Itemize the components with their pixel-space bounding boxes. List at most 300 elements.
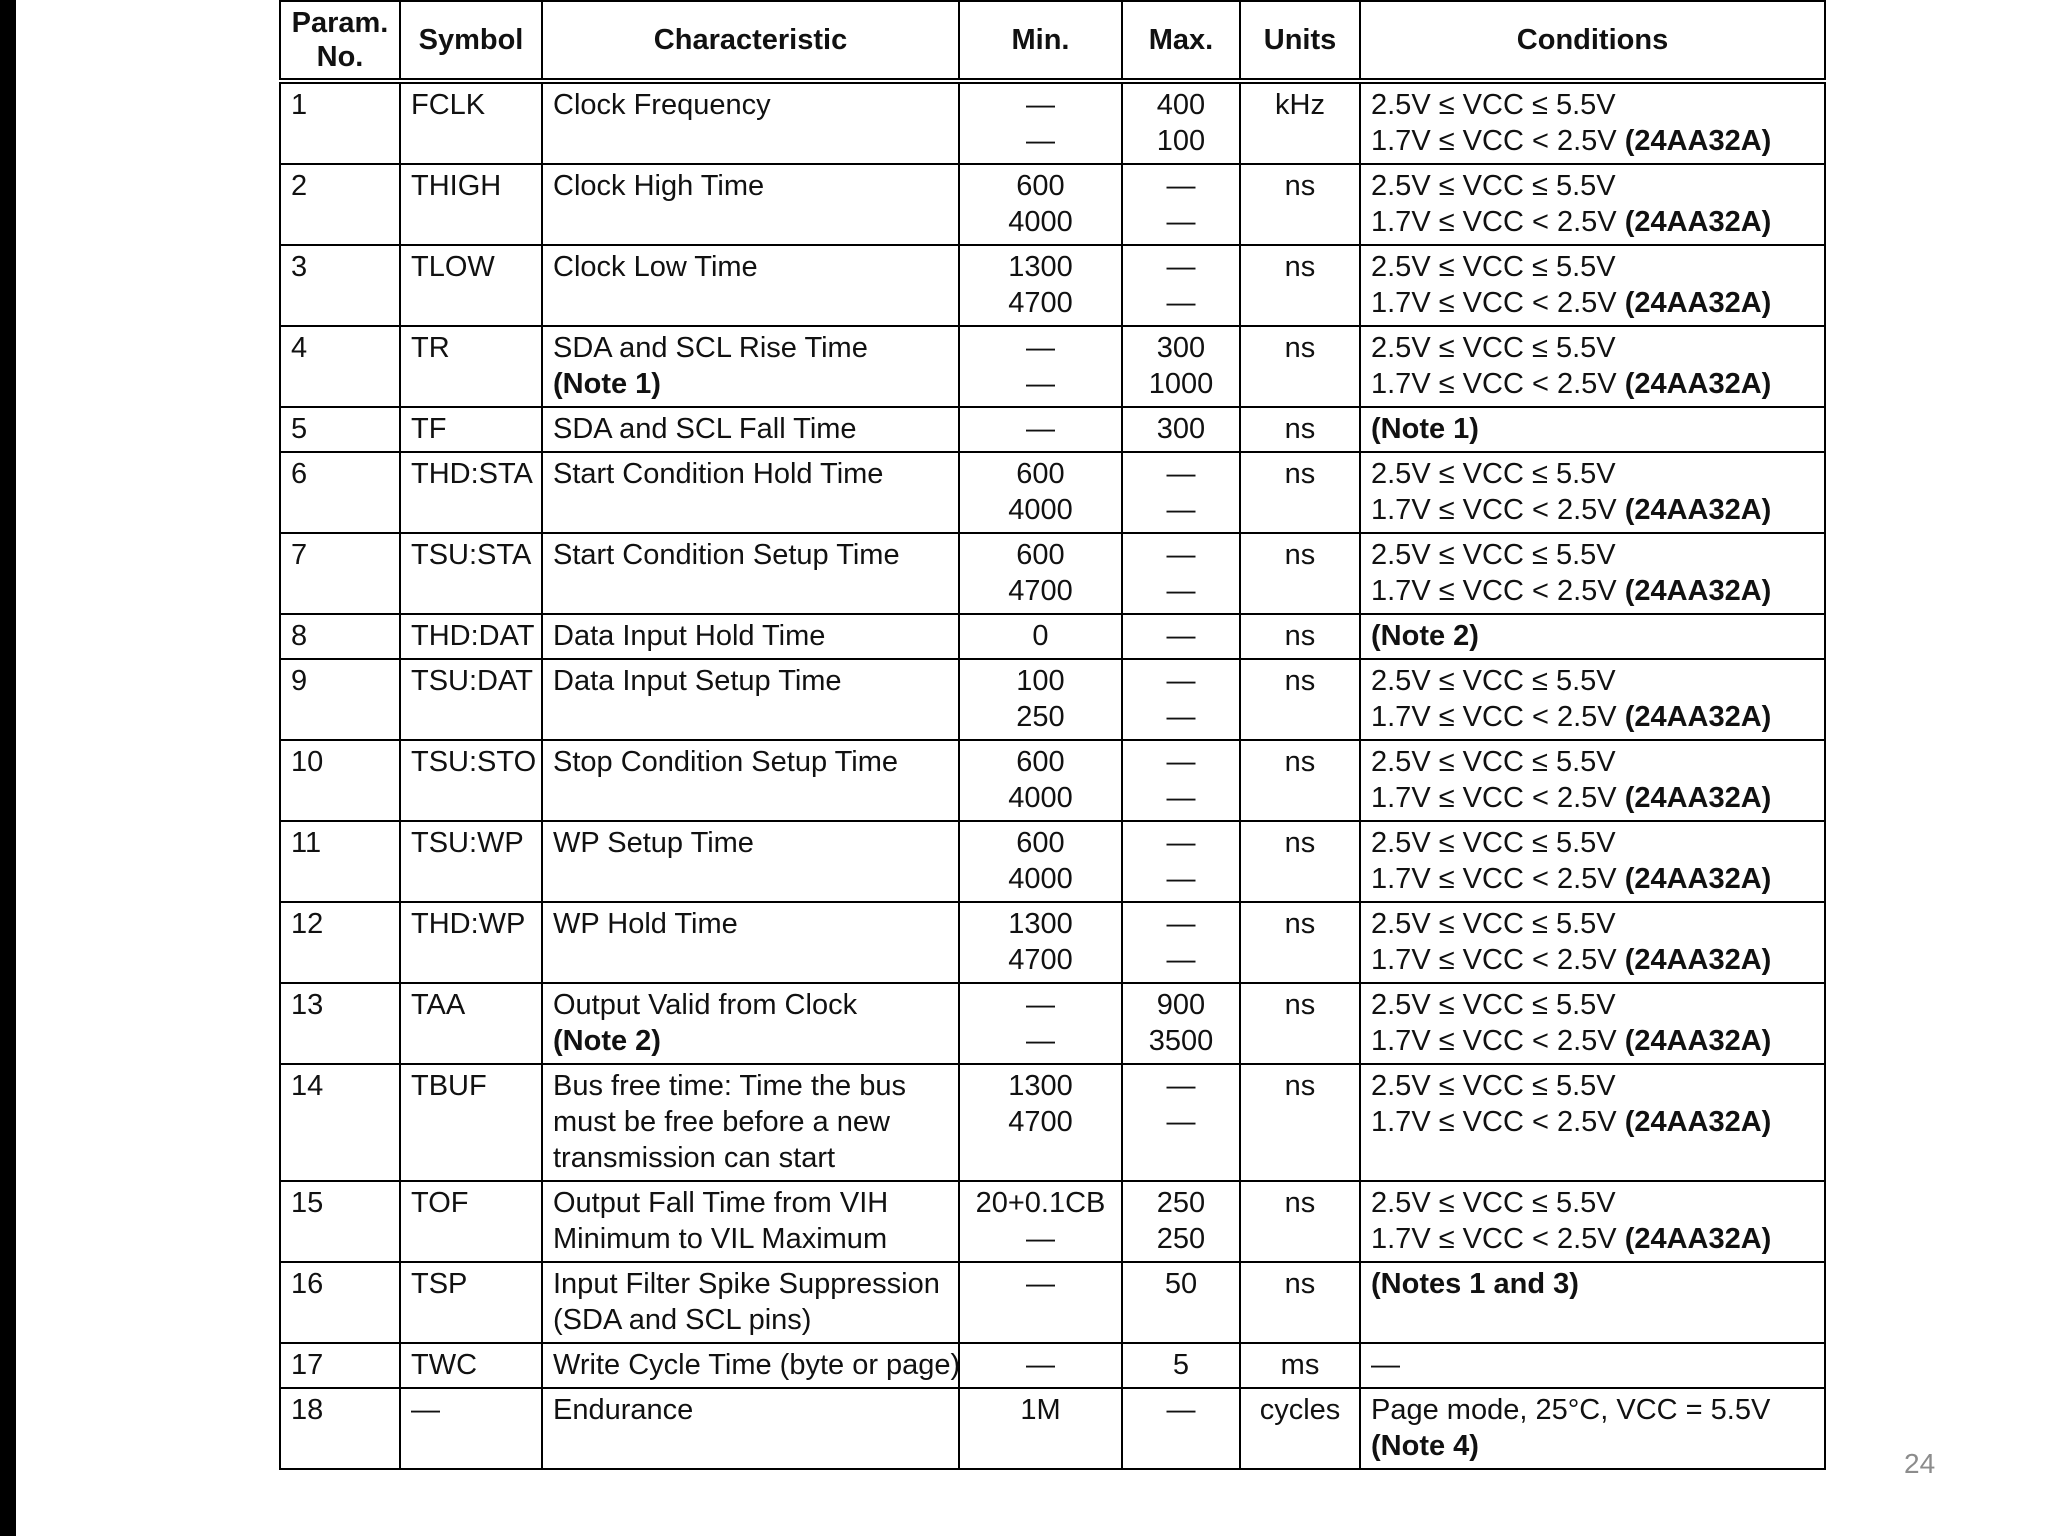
max-cell [1122, 81, 1240, 164]
conditions-cell [1360, 326, 1825, 407]
condition-line [1371, 1185, 1814, 1221]
conditions-cell [1360, 533, 1825, 614]
condition-line [1371, 1104, 1814, 1140]
condition-note: (24AA32A) [1624, 125, 1772, 157]
param-no-cell: 16 [280, 1262, 400, 1343]
characteristic-cell [542, 983, 959, 1064]
condition-note: (Note 1) [1371, 413, 1479, 445]
min-cell [959, 1262, 1122, 1343]
header-param-line-2: No. [316, 41, 364, 73]
table-body [280, 81, 1825, 1469]
min-cell [959, 164, 1122, 245]
header-max: Max. [1122, 1, 1240, 81]
condition-text: Page mode, 25°C, VCC = 5.5V [1371, 1394, 1771, 1426]
min-cell [959, 452, 1122, 533]
header-symbol: Symbol [400, 1, 542, 81]
characteristic-line: Data Input Setup Time [553, 665, 842, 697]
param-no-cell: 12 [280, 902, 400, 983]
param-no-cell: 8 [280, 614, 400, 659]
condition-text: 2.5V ≤ VCC ≤ 5.5V [1371, 89, 1616, 121]
header-units: Units [1240, 1, 1360, 81]
max-cell [1122, 821, 1240, 902]
conditions-cell [1360, 821, 1825, 902]
param-no-cell: 10 [280, 740, 400, 821]
condition-text: 2.5V ≤ VCC ≤ 5.5V [1371, 908, 1616, 940]
characteristic-line: Start Condition Hold Time [553, 458, 884, 490]
condition-line [1371, 411, 1814, 447]
max-cell [1122, 326, 1240, 407]
condition-line [1371, 987, 1814, 1023]
characteristic-cell [542, 1181, 959, 1262]
param-no-cell: 1 [280, 81, 400, 164]
max-value: — [1166, 746, 1196, 778]
characteristic-line: SDA and SCL Fall Time [553, 413, 857, 445]
condition-text: 2.5V ≤ VCC ≤ 5.5V [1371, 989, 1616, 1021]
symbol-cell: THD:DAT [400, 614, 542, 659]
min-value: — [1026, 89, 1055, 121]
max-cell [1122, 245, 1240, 326]
condition-text: 1.7V ≤ VCC < 2.5V [1371, 863, 1625, 895]
condition-line [1371, 456, 1814, 492]
min-value: 1M [1020, 1394, 1061, 1426]
condition-line [1371, 1392, 1814, 1428]
condition-text: 1.7V ≤ VCC < 2.5V [1371, 1223, 1625, 1255]
max-value: — [1166, 944, 1196, 976]
max-value: 3500 [1148, 1025, 1214, 1057]
units-cell: ns [1240, 1262, 1360, 1343]
min-cell [959, 983, 1122, 1064]
header-min: Min. [959, 1, 1122, 81]
characteristic-cell [542, 1388, 959, 1469]
units-cell: ns [1240, 1181, 1360, 1262]
characteristic-cell [542, 164, 959, 245]
condition-line [1371, 330, 1814, 366]
header-param-no [280, 1, 400, 81]
condition-note: (Note 4) [1371, 1430, 1479, 1462]
max-value: — [1166, 620, 1196, 652]
symbol-cell: TF [400, 407, 542, 452]
min-value: 100 [1016, 665, 1065, 697]
max-value: 1000 [1148, 368, 1214, 400]
symbol-cell: TOF [400, 1181, 542, 1262]
min-value: 4000 [1008, 863, 1073, 895]
min-value: — [1026, 413, 1055, 445]
table-row [280, 1181, 1825, 1262]
min-value: — [1026, 368, 1055, 400]
param-no-cell: 7 [280, 533, 400, 614]
condition-line [1371, 1347, 1814, 1383]
condition-text: 1.7V ≤ VCC < 2.5V [1371, 575, 1625, 607]
table-row [280, 1343, 1825, 1388]
condition-line [1371, 861, 1814, 897]
table-row [280, 326, 1825, 407]
conditions-cell [1360, 1262, 1825, 1343]
condition-line [1371, 573, 1814, 609]
table-row [280, 983, 1825, 1064]
min-value: 600 [1016, 746, 1065, 778]
condition-text: 1.7V ≤ VCC < 2.5V [1371, 125, 1625, 157]
characteristic-line: (Note 2) [553, 1025, 661, 1057]
characteristic-cell [542, 740, 959, 821]
min-value: — [1026, 989, 1055, 1021]
max-value: — [1166, 908, 1196, 940]
param-no-cell: 15 [280, 1181, 400, 1262]
condition-line [1371, 492, 1814, 528]
characteristic-line: Bus free time: Time the bus must be free before a new transmission can start [553, 1070, 906, 1174]
max-value: — [1166, 287, 1196, 319]
min-cell [959, 659, 1122, 740]
max-value: 900 [1156, 989, 1206, 1021]
condition-line [1371, 942, 1814, 978]
characteristic-line: (SDA and SCL pins) [553, 1304, 812, 1336]
condition-note: (24AA32A) [1624, 944, 1772, 976]
characteristic-cell [542, 81, 959, 164]
min-cell [959, 614, 1122, 659]
characteristic-line: (Note 1) [553, 368, 661, 400]
max-value: — [1166, 827, 1196, 859]
condition-text: 2.5V ≤ VCC ≤ 5.5V [1371, 1187, 1616, 1219]
conditions-cell [1360, 164, 1825, 245]
condition-line [1371, 1428, 1814, 1464]
condition-note: (24AA32A) [1624, 863, 1772, 895]
characteristic-cell [542, 1064, 959, 1181]
max-value: — [1166, 1106, 1196, 1138]
characteristic-cell [542, 821, 959, 902]
symbol-cell: TSU:WP [400, 821, 542, 902]
units-cell: ns [1240, 452, 1360, 533]
condition-line [1371, 618, 1814, 654]
conditions-cell [1360, 407, 1825, 452]
min-value: 600 [1016, 539, 1065, 571]
symbol-cell: TSU:DAT [400, 659, 542, 740]
units-cell: kHz [1240, 81, 1360, 164]
min-cell [959, 245, 1122, 326]
characteristic-line: Minimum to VIL Maximum [553, 1223, 888, 1255]
units-cell: ns [1240, 740, 1360, 821]
condition-line [1371, 366, 1814, 402]
condition-line [1371, 537, 1814, 573]
symbol-cell: TSP [400, 1262, 542, 1343]
header-param-line-1: Param. [291, 7, 389, 39]
symbol-cell: THIGH [400, 164, 542, 245]
table-row [280, 1388, 1825, 1469]
condition-note: (24AA32A) [1624, 287, 1772, 319]
table-row [280, 81, 1825, 164]
condition-text: 2.5V ≤ VCC ≤ 5.5V [1371, 665, 1616, 697]
characteristic-cell [542, 533, 959, 614]
max-cell [1122, 407, 1240, 452]
characteristic-line: Input Filter Spike Suppression [553, 1268, 940, 1300]
min-value: 600 [1016, 827, 1065, 859]
conditions-cell [1360, 614, 1825, 659]
min-value: 600 [1016, 170, 1065, 202]
min-value: — [1026, 1025, 1055, 1057]
condition-line [1371, 123, 1814, 159]
min-value: 4700 [1008, 944, 1073, 976]
condition-text: 1.7V ≤ VCC < 2.5V [1371, 368, 1625, 400]
units-cell: ns [1240, 407, 1360, 452]
condition-line [1371, 168, 1814, 204]
table-row [280, 1064, 1825, 1181]
characteristic-line: Endurance [553, 1394, 694, 1426]
condition-text: 2.5V ≤ VCC ≤ 5.5V [1371, 332, 1616, 364]
max-value: — [1166, 863, 1196, 895]
condition-line [1371, 744, 1814, 780]
units-cell: cycles [1240, 1388, 1360, 1469]
min-cell [959, 1064, 1122, 1181]
min-value: 4700 [1008, 1106, 1073, 1138]
condition-line [1371, 780, 1814, 816]
table-row [280, 407, 1825, 452]
conditions-cell [1360, 1388, 1825, 1469]
condition-text: 2.5V ≤ VCC ≤ 5.5V [1371, 458, 1616, 490]
conditions-cell [1360, 1343, 1825, 1388]
condition-text: 2.5V ≤ VCC ≤ 5.5V [1371, 1070, 1616, 1102]
characteristic-line: Start Condition Setup Time [553, 539, 900, 571]
table-row [280, 902, 1825, 983]
max-cell [1122, 1181, 1240, 1262]
units-cell: ns [1240, 1064, 1360, 1181]
max-cell [1122, 659, 1240, 740]
characteristic-line: Clock Low Time [553, 251, 758, 283]
condition-line [1371, 825, 1814, 861]
max-value: 300 [1156, 413, 1206, 445]
min-value: 20+0.1CB [975, 1187, 1106, 1219]
max-value: 300 [1156, 332, 1206, 364]
max-cell [1122, 1343, 1240, 1388]
min-value: — [1026, 1268, 1055, 1300]
condition-text: 1.7V ≤ VCC < 2.5V [1371, 1106, 1625, 1138]
symbol-cell: TWC [400, 1343, 542, 1388]
condition-note: (Note 2) [1371, 620, 1479, 652]
max-value: — [1166, 782, 1196, 814]
table-row [280, 1262, 1825, 1343]
min-value: — [1026, 1349, 1055, 1381]
symbol-cell: THD:STA [400, 452, 542, 533]
ac-characteristics-table [279, 0, 1826, 1470]
max-value: 250 [1156, 1187, 1206, 1219]
max-value: — [1166, 1394, 1196, 1426]
slide-number: 24 [1904, 1448, 1936, 1479]
max-cell [1122, 740, 1240, 821]
units-cell: ns [1240, 659, 1360, 740]
condition-note: (Notes 1 and 3) [1371, 1268, 1579, 1300]
param-no-cell: 4 [280, 326, 400, 407]
min-cell [959, 533, 1122, 614]
condition-text: 2.5V ≤ VCC ≤ 5.5V [1371, 746, 1616, 778]
max-cell [1122, 1388, 1240, 1469]
param-no-cell: 14 [280, 1064, 400, 1181]
condition-line [1371, 204, 1814, 240]
condition-text: 2.5V ≤ VCC ≤ 5.5V [1371, 827, 1616, 859]
min-value: 250 [1016, 701, 1065, 733]
conditions-cell [1360, 1064, 1825, 1181]
conditions-cell [1360, 245, 1825, 326]
max-cell [1122, 533, 1240, 614]
min-cell [959, 1388, 1122, 1469]
condition-line [1371, 1266, 1814, 1302]
table-header-row [280, 1, 1825, 81]
table-row [280, 821, 1825, 902]
max-cell [1122, 614, 1240, 659]
units-cell: ns [1240, 902, 1360, 983]
characteristic-line: Clock Frequency [553, 89, 771, 121]
condition-note: (24AA32A) [1624, 206, 1772, 238]
min-cell [959, 81, 1122, 164]
condition-line [1371, 663, 1814, 699]
characteristic-cell [542, 614, 959, 659]
characteristic-line: WP Hold Time [553, 908, 738, 940]
condition-line [1371, 699, 1814, 735]
characteristic-cell [542, 245, 959, 326]
max-value: — [1166, 170, 1196, 202]
conditions-cell [1360, 902, 1825, 983]
min-cell [959, 740, 1122, 821]
condition-line [1371, 906, 1814, 942]
min-cell [959, 902, 1122, 983]
min-value: 1300 [1008, 1070, 1073, 1102]
condition-line [1371, 87, 1814, 123]
max-cell [1122, 1262, 1240, 1343]
max-value: — [1166, 701, 1196, 733]
conditions-cell [1360, 740, 1825, 821]
conditions-cell [1360, 452, 1825, 533]
max-cell [1122, 902, 1240, 983]
characteristic-cell [542, 1343, 959, 1388]
param-no-cell: 18 [280, 1388, 400, 1469]
units-cell: ns [1240, 983, 1360, 1064]
condition-note: (24AA32A) [1624, 494, 1772, 526]
characteristic-line: Output Fall Time from VIH [553, 1187, 889, 1219]
max-value: 100 [1156, 125, 1206, 157]
param-no-cell: 5 [280, 407, 400, 452]
characteristic-line: Clock High Time [553, 170, 765, 202]
table-row [280, 245, 1825, 326]
characteristic-cell [542, 407, 959, 452]
min-value: 4000 [1008, 782, 1073, 814]
condition-text: 1.7V ≤ VCC < 2.5V [1371, 494, 1625, 526]
min-cell [959, 1343, 1122, 1388]
max-value: — [1166, 458, 1196, 490]
characteristic-line: Data Input Hold Time [553, 620, 826, 652]
max-value: — [1166, 206, 1196, 238]
symbol-cell: TSU:STO [400, 740, 542, 821]
datasheet-page [16, 0, 2048, 1536]
table-row [280, 659, 1825, 740]
conditions-cell [1360, 1181, 1825, 1262]
characteristic-line: Output Valid from Clock [553, 989, 858, 1021]
max-value: — [1166, 575, 1196, 607]
symbol-cell: TR [400, 326, 542, 407]
min-value: 4700 [1008, 575, 1073, 607]
characteristic-line: Stop Condition Setup Time [553, 746, 898, 778]
max-value: 50 [1164, 1268, 1198, 1300]
units-cell: ns [1240, 245, 1360, 326]
param-no-cell: 11 [280, 821, 400, 902]
condition-note: (24AA32A) [1624, 368, 1772, 400]
characteristic-line: WP Setup Time [553, 827, 754, 859]
param-no-cell: 9 [280, 659, 400, 740]
max-cell [1122, 164, 1240, 245]
condition-line [1371, 1023, 1814, 1059]
conditions-cell [1360, 659, 1825, 740]
condition-text: 1.7V ≤ VCC < 2.5V [1371, 701, 1625, 733]
condition-text: 1.7V ≤ VCC < 2.5V [1371, 1025, 1625, 1057]
condition-note: (24AA32A) [1624, 782, 1772, 814]
condition-line [1371, 1068, 1814, 1104]
condition-note: (24AA32A) [1624, 575, 1772, 607]
symbol-cell: TSU:STA [400, 533, 542, 614]
max-value: 250 [1156, 1223, 1206, 1255]
min-value: 4000 [1008, 494, 1073, 526]
condition-text: 2.5V ≤ VCC ≤ 5.5V [1371, 170, 1616, 202]
table-row [280, 533, 1825, 614]
max-value: — [1166, 539, 1196, 571]
max-value: — [1166, 1070, 1196, 1102]
param-no-cell: 3 [280, 245, 400, 326]
table-row [280, 452, 1825, 533]
symbol-cell: TBUF [400, 1064, 542, 1181]
min-value: 1300 [1008, 251, 1073, 283]
conditions-cell [1360, 81, 1825, 164]
condition-note: (24AA32A) [1624, 701, 1772, 733]
characteristic-cell [542, 1262, 959, 1343]
condition-text: 1.7V ≤ VCC < 2.5V [1371, 782, 1625, 814]
table-row [280, 614, 1825, 659]
condition-note: (24AA32A) [1624, 1025, 1772, 1057]
max-value: — [1166, 494, 1196, 526]
characteristic-line: Write Cycle Time (byte or page) [553, 1349, 961, 1381]
condition-text: 1.7V ≤ VCC < 2.5V [1371, 944, 1625, 976]
param-no-cell: 6 [280, 452, 400, 533]
condition-note: (24AA32A) [1624, 1106, 1772, 1138]
symbol-cell: TAA [400, 983, 542, 1064]
max-value: 5 [1172, 1349, 1190, 1381]
min-cell [959, 1181, 1122, 1262]
param-no-cell: 13 [280, 983, 400, 1064]
units-cell: ms [1240, 1343, 1360, 1388]
units-cell: ns [1240, 821, 1360, 902]
condition-line [1371, 285, 1814, 321]
min-value: 600 [1016, 458, 1065, 490]
symbol-cell: TLOW [400, 245, 542, 326]
min-cell [959, 821, 1122, 902]
condition-line [1371, 1221, 1814, 1257]
symbol-cell: FCLK [400, 81, 542, 164]
param-no-cell: 17 [280, 1343, 400, 1388]
min-value: — [1026, 125, 1055, 157]
table-row [280, 164, 1825, 245]
header-conditions: Conditions [1360, 1, 1825, 81]
units-cell: ns [1240, 614, 1360, 659]
units-cell: ns [1240, 326, 1360, 407]
condition-text: 2.5V ≤ VCC ≤ 5.5V [1371, 539, 1616, 571]
symbol-cell: — [400, 1388, 542, 1469]
min-cell [959, 407, 1122, 452]
condition-note: (24AA32A) [1624, 1223, 1772, 1255]
characteristic-cell [542, 452, 959, 533]
characteristic-cell [542, 659, 959, 740]
max-value: 400 [1156, 89, 1206, 121]
max-cell [1122, 983, 1240, 1064]
condition-text: 2.5V ≤ VCC ≤ 5.5V [1371, 251, 1616, 283]
max-value: — [1166, 665, 1196, 697]
characteristic-cell [542, 326, 959, 407]
min-value: 1300 [1008, 908, 1073, 940]
min-value: — [1026, 1223, 1055, 1255]
max-cell [1122, 1064, 1240, 1181]
table-row [280, 740, 1825, 821]
